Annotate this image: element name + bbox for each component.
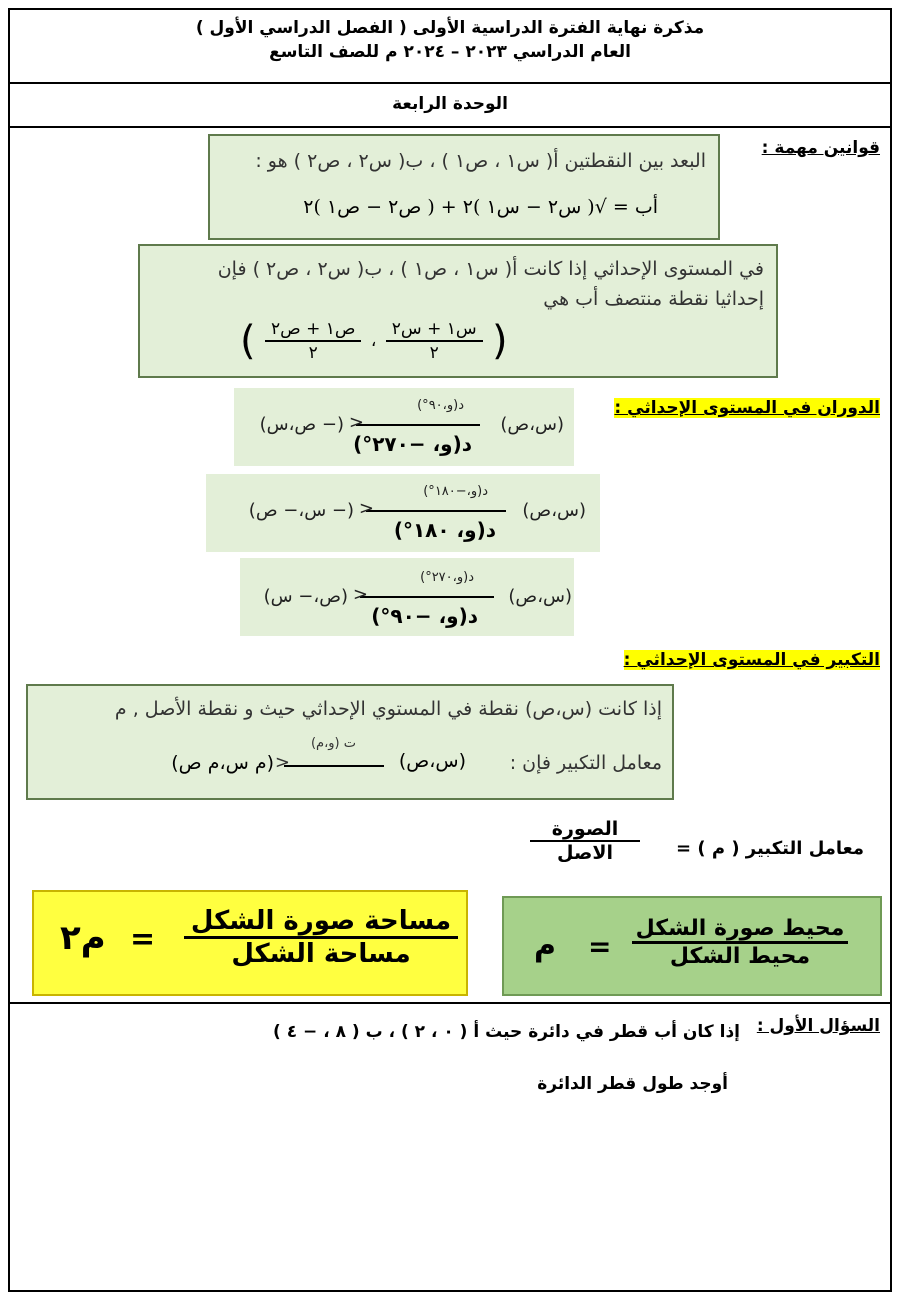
scale-factor-denominator: الاصل (557, 842, 613, 864)
rotation-arrow (366, 510, 506, 512)
midpoint-y-numerator: ص١ + ص٢ (265, 318, 361, 342)
header-year: العام الدراسي ٢٠٢٣ – ٢٠٢٤ م للصف التاسع (269, 42, 631, 62)
unit-title: الوحدة الرابعة (392, 94, 508, 114)
scale-factor-numerator: الصورة (530, 818, 640, 842)
area-ratio-box (32, 890, 468, 996)
rotation-rule (240, 558, 574, 636)
divider (8, 1002, 892, 1004)
question1-label: السؤال الأول : (756, 1016, 880, 1036)
rotation-source: (س،ص) (508, 586, 572, 607)
midpoint-statement: في المستوى الإحداثي إذا كانت أ( س١ ، ص١ ) ، ب( س٢ ، ص٢ ) فإن (217, 258, 764, 280)
arrow-head-icon: < (274, 752, 290, 773)
rotation-arrow-bottom: د(و، ١٨٠°) (393, 518, 496, 542)
rotation-arrow (356, 424, 480, 426)
dilation-result: (م س،م ص) (171, 752, 274, 774)
rotation-arrow-top: د(و،٢٧٠°) (420, 570, 474, 585)
rotation-result: (ص،− س) (263, 586, 348, 607)
rotation-arrow-bottom: د(و، −٩٠°) (371, 604, 478, 628)
perimeter-numerator: محيط صورة الشكل (632, 916, 848, 944)
scale-factor-fraction (530, 818, 640, 864)
perimeter-fraction (632, 916, 848, 969)
midpoint-formula: ( $\frac{\text{س١ + س٢}}{٢}$ ، $\frac{\text{ص١ + ص٢}}{٢}$ ) (240, 318, 508, 364)
question1-text: إذا كان أب قطر في دائرة حيث أ ( ٠ ، ٢ ) ، ب ( ٨ ، − ٤ ) (273, 1022, 740, 1042)
dilation-statement: إذا كانت (س،ص) نقطة في المستوي الإحداثي حيث و نقطة الأصل , م (114, 698, 662, 720)
area-numerator: مساحة صورة الشكل (184, 906, 458, 939)
divider (8, 82, 892, 84)
distance-formula: أب = √( س٢ − س١ )٢ + ( ص٢ − ص١ )٢ (303, 196, 658, 218)
rotation-source: (س،ص) (522, 500, 586, 521)
perimeter-denominator: محيط الشكل (669, 944, 811, 969)
dilation-label (624, 650, 880, 670)
distance-statement: البعد بين النقطتين أ( س١ ، ص١ ) ، ب( س٢ ، ص٢ ) هو : (255, 150, 706, 172)
rotation-rule (234, 388, 574, 466)
rotation-label-text: الدوران في المستوى الإحداثي : (614, 398, 880, 418)
dilation-arrow (284, 765, 384, 767)
divider (8, 126, 892, 128)
area-fraction (184, 906, 458, 969)
question1-task: أوجد طول قطر الدائرة (537, 1074, 728, 1094)
dilation-source: (س،ص) (398, 750, 466, 772)
rotation-arrow (360, 596, 494, 598)
dilation-arrow-label: ت (و،م) (310, 736, 356, 751)
rotation-source: (س،ص) (500, 414, 564, 435)
rotation-result: (− ص،س) (259, 414, 344, 435)
rotation-rule (206, 474, 600, 552)
midpoint-subtitle: إحداثيا نقطة منتصف أب هي (543, 288, 764, 310)
midpoint-denominator: ٢ (429, 343, 439, 363)
area-rhs: م٢ (60, 918, 106, 958)
midpoint-formula-box (138, 244, 778, 378)
rotation-arrow-top: د(و،−١٨٠°) (423, 484, 488, 499)
perimeter-equals: = (588, 930, 612, 963)
laws-label: قوانين مهمة : (761, 138, 880, 158)
midpoint-denominator: ٢ (308, 343, 318, 363)
arrow-head-icon: < (358, 498, 374, 519)
rotation-arrow-top: د(و،٩٠°) (417, 398, 464, 413)
rotation-result: (− س،− ص) (248, 500, 354, 521)
perimeter-ratio-box (502, 896, 882, 996)
area-denominator: مساحة الشكل (231, 939, 411, 969)
dilation-label-text: التكبير في المستوى الإحداثي : (623, 650, 880, 670)
dilation-rule-box (26, 684, 674, 800)
arrow-head-icon: < (352, 584, 368, 605)
midpoint-x-numerator: س١ + س٢ (386, 318, 483, 342)
perimeter-rhs: م (534, 928, 556, 963)
header-title: مذكرة نهاية الفترة الدراسية الأولى ( الفصل الدراسي الأول ) (195, 18, 705, 38)
rotation-arrow-bottom: د(و، −٢٧٠°) (353, 432, 472, 456)
distance-formula-box (208, 134, 720, 240)
rotation-label (614, 398, 880, 418)
dilation-prefix: معامل التكبير فإن : (509, 752, 662, 774)
document-header (10, 10, 890, 82)
arrow-head-icon: < (348, 412, 364, 433)
scale-factor-label: معامل التكبير ( م ) = (676, 838, 864, 859)
area-equals: = (130, 922, 156, 957)
